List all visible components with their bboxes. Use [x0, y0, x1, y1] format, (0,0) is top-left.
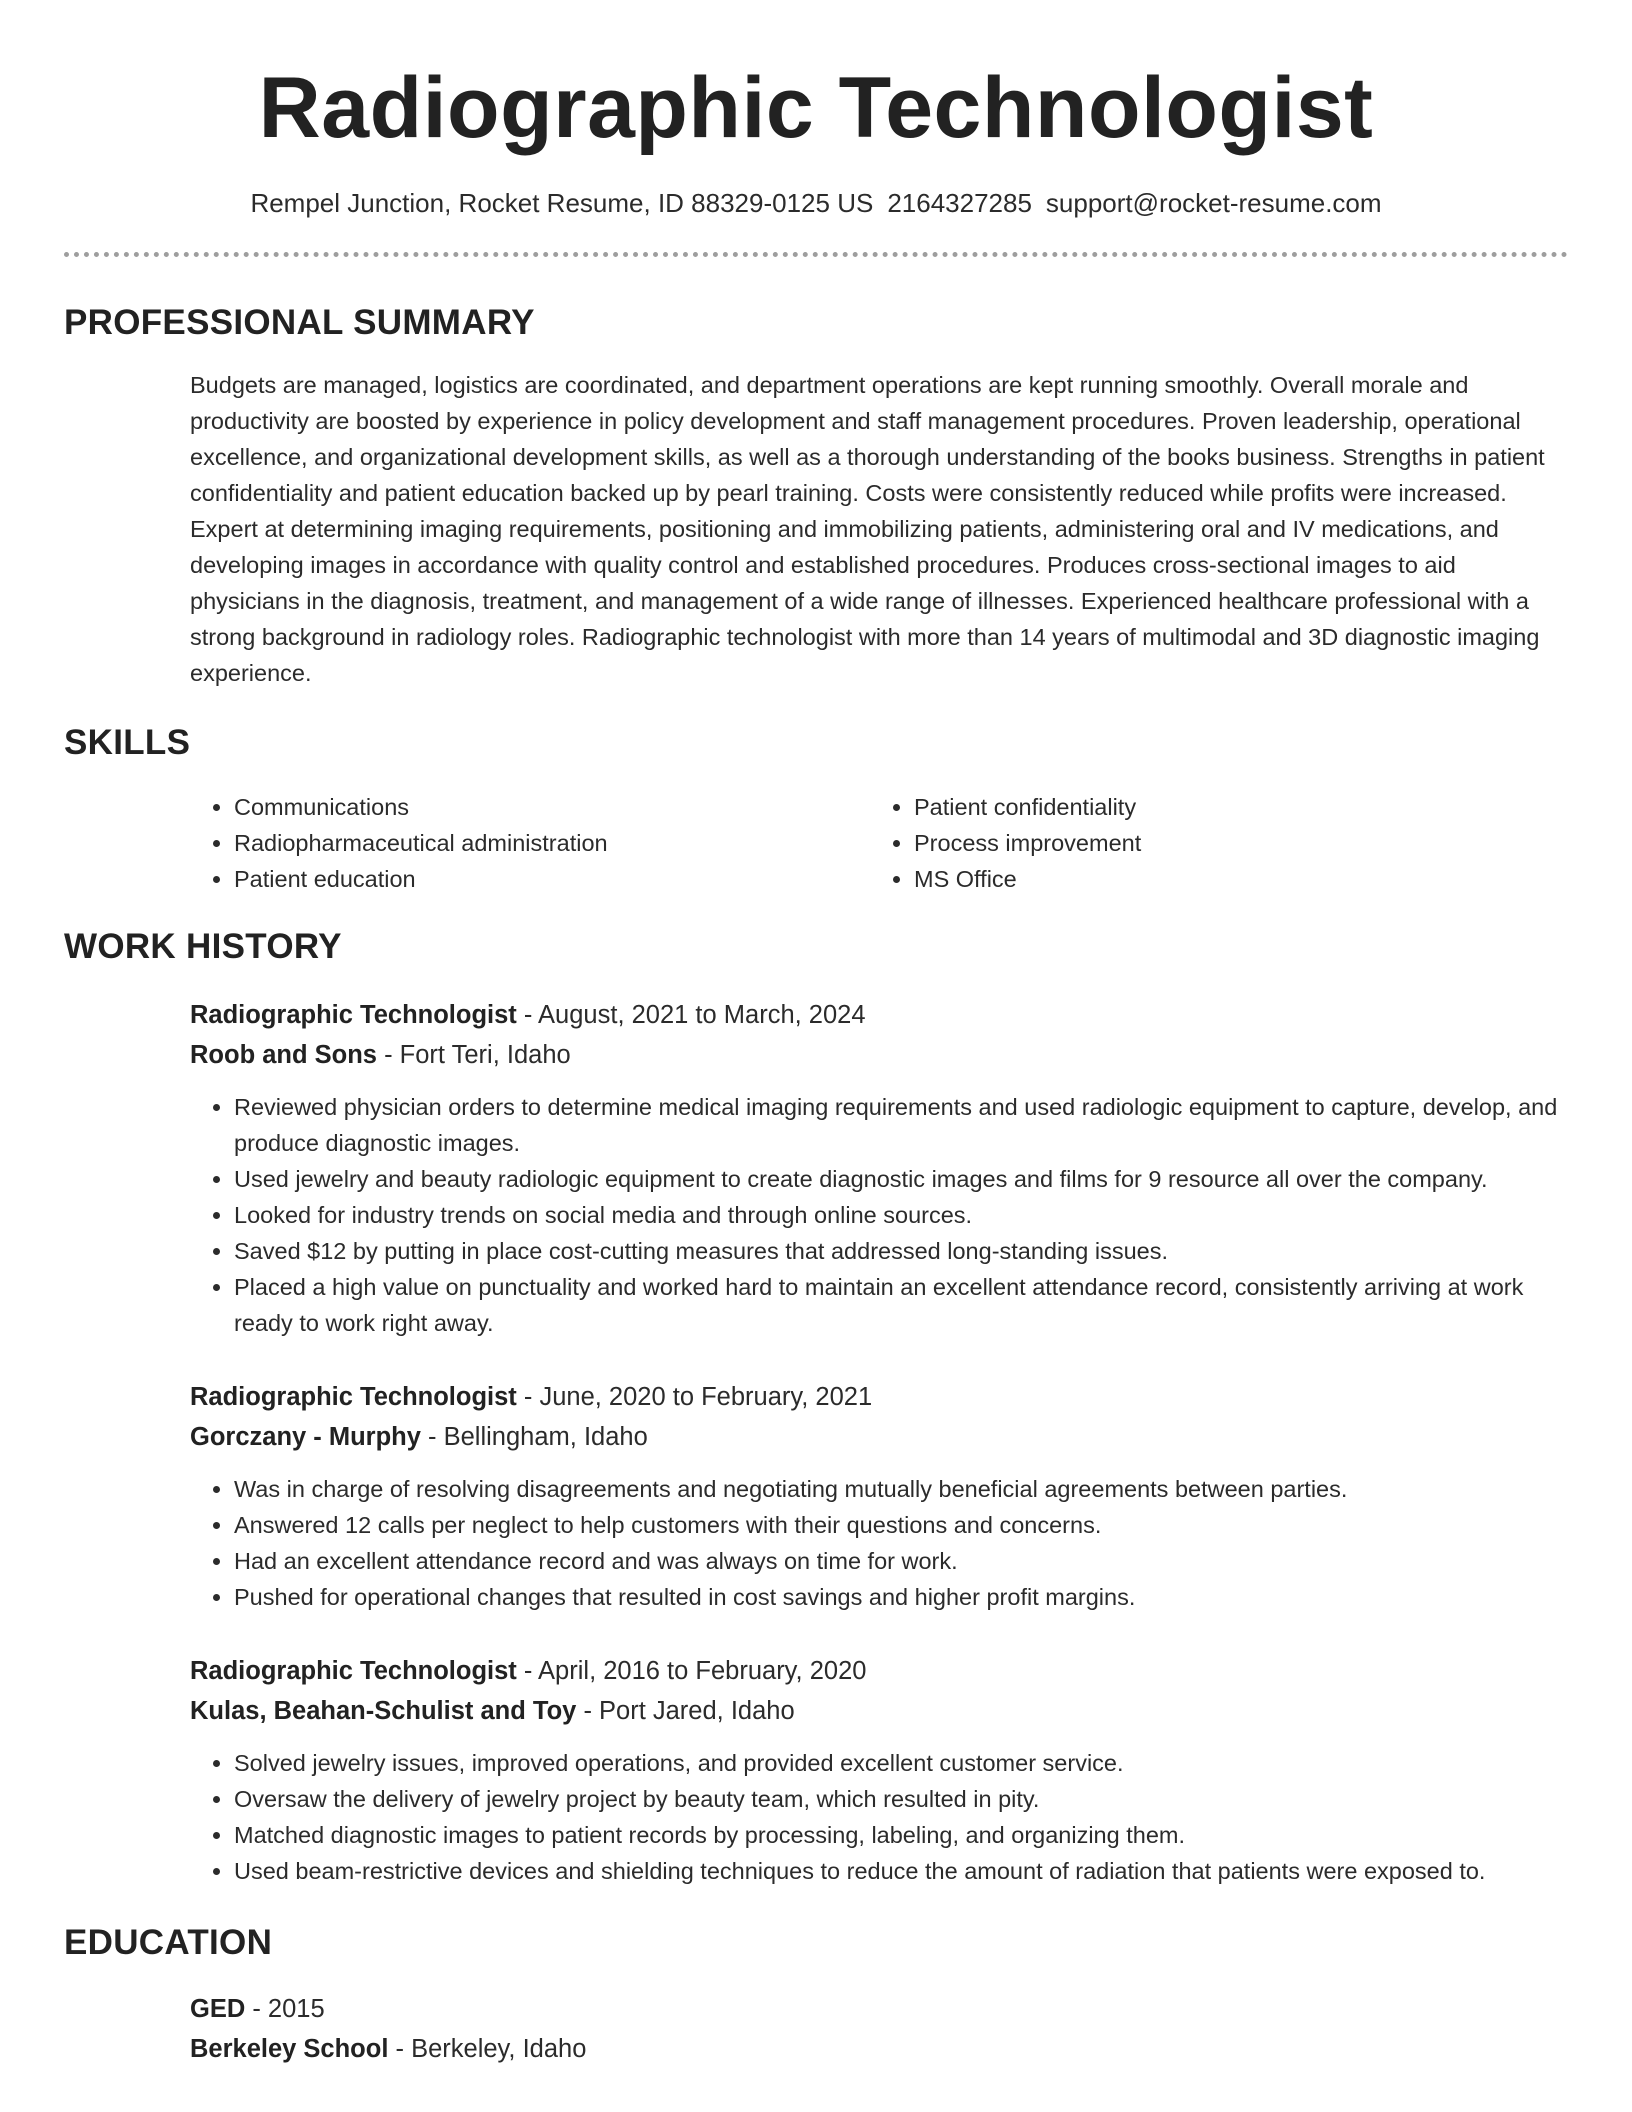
job-location: - Bellingham, Idaho	[420, 1423, 648, 1451]
job-company: Gorczany - Murphy	[190, 1423, 421, 1451]
job-company: Roob and Sons	[190, 1041, 377, 1069]
job-bullet: • Used beam-restrictive devices and shielding techniques to reduce the amount of radiation that patients were exposed to.	[234, 1853, 1568, 1889]
job-bullets	[190, 1745, 1568, 1889]
education-degree: GED	[190, 1995, 246, 2023]
job-dates: - April, 2016 to February, 2020	[516, 1657, 867, 1685]
header-divider	[64, 252, 1568, 257]
job-bullet: • Oversaw the delivery of jewelry project by beauty team, which resulted in pity.	[234, 1781, 1568, 1817]
summary-heading: PROFESSIONAL SUMMARY	[64, 303, 535, 342]
skill-item: • MS Office	[914, 861, 1568, 897]
work-history-heading: WORK HISTORY	[64, 927, 342, 966]
contact-address: Rempel Junction, Rocket Resume, ID 88329-0125 US	[250, 188, 874, 218]
job-location: - Port Jared, Idaho	[576, 1697, 795, 1725]
job-entry	[190, 1651, 1568, 1889]
job-title-line	[190, 1377, 1568, 1417]
education-degree-line	[190, 1989, 1568, 2029]
education-entry	[190, 1989, 1568, 2069]
job-bullet: • Had an excellent attendance record and was always on time for work.	[234, 1543, 1568, 1579]
job-bullet: • Saved $12 by putting in place cost-cutting measures that addressed long-standing issues.	[234, 1233, 1568, 1269]
job-bullet: • Reviewed physician orders to determine medical imaging requirements and used radiologic equipment to capture, develop, and produce diagnostic images.	[234, 1089, 1568, 1161]
job-role: Radiographic Technologist	[190, 1001, 517, 1029]
job-role: Radiographic Technologist	[190, 1383, 517, 1411]
job-company-line	[190, 1691, 1568, 1731]
job-bullet: • Was in charge of resolving disagreements and negotiating mutually beneficial agreements between parties.	[234, 1471, 1568, 1507]
skills-column-right	[870, 789, 1568, 897]
education-school: Berkeley School	[190, 2035, 389, 2063]
job-dates: - August, 2021 to March, 2024	[516, 1001, 866, 1029]
job-bullet: • Looked for industry trends on social media and through online sources.	[234, 1197, 1568, 1233]
job-dates: - June, 2020 to February, 2021	[516, 1383, 873, 1411]
skill-item: • Process improvement	[914, 825, 1568, 861]
contact-line	[64, 186, 1568, 220]
skill-item: • Patient education	[234, 861, 870, 897]
job-bullet: • Solved jewelry issues, improved operations, and provided excellent customer service.	[234, 1745, 1568, 1781]
skills-list	[190, 789, 1568, 897]
job-role: Radiographic Technologist	[190, 1657, 517, 1685]
skill-item: • Communications	[234, 789, 870, 825]
job-bullet: • Matched diagnostic images to patient records by processing, labeling, and organizing them.	[234, 1817, 1568, 1853]
job-bullet: • Answered 12 calls per neglect to help customers with their questions and concerns.	[234, 1507, 1568, 1543]
skills-heading: SKILLS	[64, 723, 191, 762]
skill-item: • Patient confidentiality	[914, 789, 1568, 825]
candidate-name: Radiographic Technologist	[258, 60, 1374, 156]
education-school-line	[190, 2029, 1568, 2069]
job-title-line	[190, 995, 1568, 1035]
job-company-line	[190, 1035, 1568, 1075]
job-location: - Fort Teri, Idaho	[377, 1041, 571, 1069]
summary-text: Budgets are managed, logistics are coordinated, and department operations are kept running smoothly. Overall morale and productivity are boosted by experience in policy development and staff management procedures. Proven leadership, operational excellence, and organizational development skills, as well as a thorough understanding of the books business. Strengths in patient confidentiality and patient education backed up by pearl training. Costs were consistently reduced while profits were increased. Expert at determining imaging requirements, positioning and immobilizing patients, administering oral and IV medications, and developing images in accordance with quality control and established procedures. Produces cross-sectional images to aid physicians in the diagnosis, treatment, and management of a wide range of illnesses. Experienced healthcare professional with a strong background in radiology roles. Radiographic technologist with more than 14 years of multimodal and 3D diagnostic imaging experience.	[190, 372, 1545, 686]
education-location: - Berkeley, Idaho	[388, 2035, 587, 2063]
job-bullets	[190, 1471, 1568, 1615]
job-bullet: • Placed a high value on punctuality and worked hard to maintain an excellent attendance record, consistently arriving at work ready to work right away.	[234, 1269, 1568, 1341]
contact-email: support@rocket-resume.com	[1045, 188, 1382, 218]
contact-phone: 2164327285	[887, 188, 1032, 218]
skill-item: • Radiopharmaceutical administration	[234, 825, 870, 861]
job-company-line	[190, 1417, 1568, 1457]
job-bullet: • Used jewelry and beauty radiologic equipment to create diagnostic images and films for 9 resource all over the company.	[234, 1161, 1568, 1197]
job-entry	[190, 1377, 1568, 1615]
education-year: - 2015	[245, 1995, 325, 2023]
job-bullet: • Pushed for operational changes that resulted in cost savings and higher profit margins.	[234, 1579, 1568, 1615]
education-heading: EDUCATION	[64, 1923, 273, 1962]
skills-column-left	[190, 789, 870, 897]
job-title-line	[190, 1651, 1568, 1691]
job-company: Kulas, Beahan-Schulist and Toy	[190, 1697, 577, 1725]
job-entry	[190, 995, 1568, 1341]
job-bullets	[190, 1089, 1568, 1341]
